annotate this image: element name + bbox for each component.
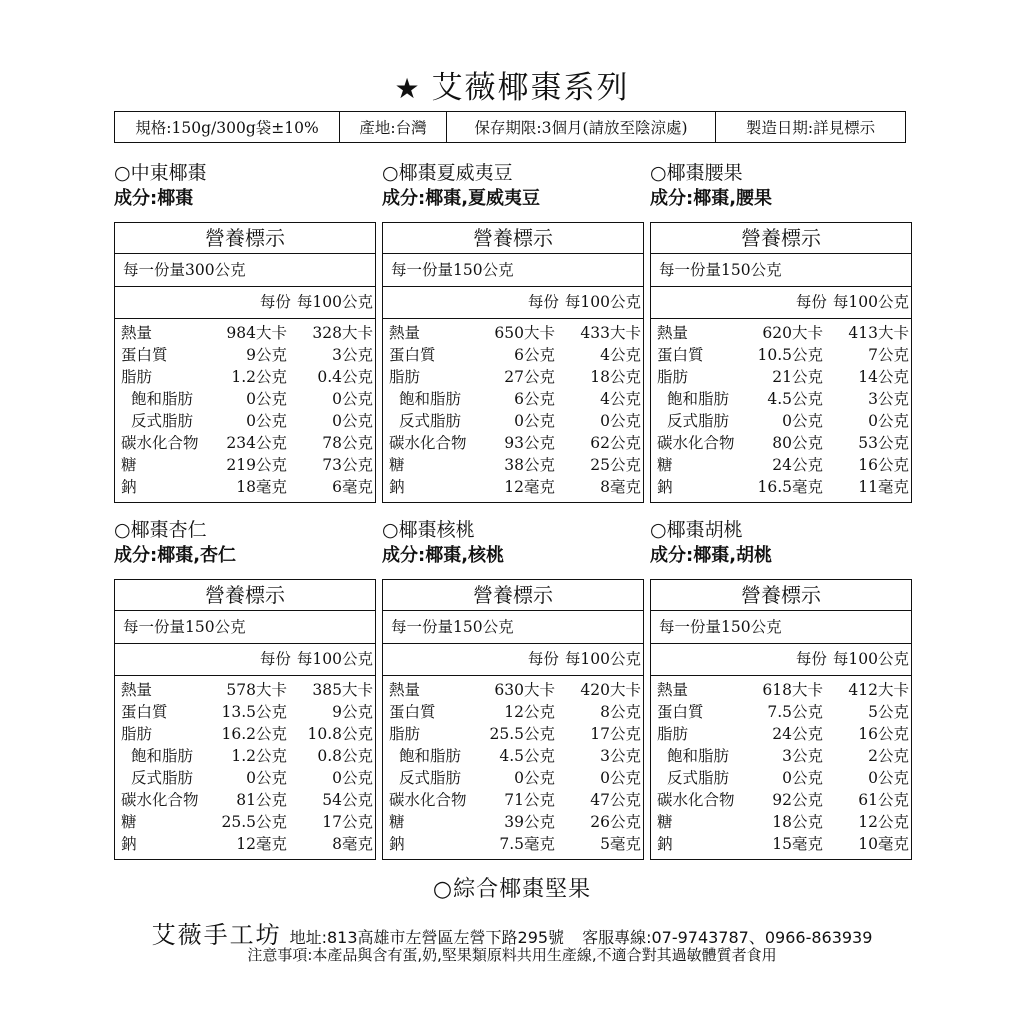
per-serving-value: 0公克 [246, 412, 287, 430]
product-name: ○椰棗核桃 [382, 519, 475, 541]
per-serving-value: 12毫克 [504, 478, 555, 496]
nutrient-label: 蛋白質 [389, 703, 436, 721]
product-block [382, 517, 644, 860]
nutrient-row [389, 723, 641, 745]
per-100g-value: 17公克 [590, 725, 641, 743]
per-100g-value: 3公克 [600, 747, 641, 765]
nutrient-row [389, 767, 641, 789]
per-100g-value: 53公克 [858, 434, 909, 452]
per-100g-value: 0.8公克 [317, 747, 373, 765]
per-serving-value: 578大卡 [226, 681, 287, 699]
nutrient-label: 飽和脂肪 [131, 747, 194, 765]
per-serving-value: 0公克 [514, 769, 555, 787]
per-serving-value: 24公克 [772, 456, 823, 474]
nutrient-label: 碳水化合物 [121, 791, 199, 809]
nutrient-label: 脂肪 [657, 368, 689, 386]
per-serving-value: 16.2公克 [221, 725, 287, 743]
nutrient-row [657, 454, 909, 476]
header-per-serving: 每份 [527, 293, 559, 311]
nutrient-row [657, 811, 909, 833]
nutrient-label: 反式脂肪 [131, 769, 194, 787]
per-100g-value: 9公克 [332, 703, 373, 721]
product-block [114, 160, 376, 503]
nutrient-row [657, 833, 909, 855]
nutrition-body [383, 319, 643, 502]
nutrition-body [651, 319, 911, 502]
column-headers [115, 644, 375, 676]
per-serving-value: 12公克 [504, 703, 555, 721]
per-serving-value: 71公克 [504, 791, 555, 809]
per-100g-value: 0公克 [332, 769, 373, 787]
nutrition-table [382, 222, 644, 503]
per-100g-value: 8毫克 [332, 835, 373, 853]
nutrient-row [657, 432, 909, 454]
per-100g-value: 12公克 [858, 813, 909, 831]
nutrient-label: 鈉 [389, 478, 405, 496]
per-serving-value: 1.2公克 [231, 747, 287, 765]
per-100g-value: 14公克 [858, 368, 909, 386]
header-per-100g: 每100公克 [296, 650, 373, 668]
nutrient-row [389, 679, 641, 701]
per-100g-value: 16公克 [858, 725, 909, 743]
per-serving-value: 219公克 [226, 456, 287, 474]
serving-size: 每一份量150公克 [383, 611, 643, 644]
per-serving-value: 13.5公克 [221, 703, 287, 721]
serving-size: 每一份量150公克 [651, 254, 911, 287]
per-100g-value: 25公克 [590, 456, 641, 474]
per-100g-value: 3公克 [868, 390, 909, 408]
per-serving-value: 7.5公克 [767, 703, 823, 721]
per-100g-value: 61公克 [858, 791, 909, 809]
product-ingredients: 成分:椰棗,杏仁 [114, 545, 237, 566]
per-100g-value: 433大卡 [580, 324, 641, 342]
per-serving-value: 0公克 [246, 769, 287, 787]
serving-size: 每一份量300公克 [115, 254, 375, 287]
nutrient-label: 糖 [121, 456, 137, 474]
nutrition-title: 營養標示 [383, 580, 643, 611]
nutrient-label: 蛋白質 [657, 346, 704, 364]
nutrient-row [657, 789, 909, 811]
nutrient-row [121, 679, 373, 701]
product-name: ○椰棗杏仁 [114, 519, 207, 541]
nutrient-label: 糖 [657, 456, 673, 474]
nutrient-label: 糖 [389, 813, 405, 831]
nutrient-label: 飽和脂肪 [667, 390, 730, 408]
per-serving-value: 93公克 [504, 434, 555, 452]
per-100g-value: 2公克 [868, 747, 909, 765]
per-serving-value: 16.5毫克 [757, 478, 823, 496]
per-100g-value: 0公克 [868, 769, 909, 787]
header-per-serving: 每份 [259, 650, 291, 668]
nutrient-label: 熱量 [121, 681, 153, 699]
nutrition-title: 營養標示 [651, 223, 911, 254]
nutrient-row [121, 701, 373, 723]
per-100g-value: 0公克 [600, 412, 641, 430]
nutrient-label: 碳水化合物 [389, 791, 467, 809]
nutrient-row [121, 388, 373, 410]
nutrient-label: 鈉 [389, 835, 405, 853]
per-serving-value: 15毫克 [772, 835, 823, 853]
header-per-serving: 每份 [527, 650, 559, 668]
nutrient-row [657, 767, 909, 789]
nutrient-label: 脂肪 [121, 368, 153, 386]
per-serving-value: 0公克 [782, 769, 823, 787]
product-ingredients: 成分:椰棗,胡桃 [650, 545, 773, 566]
per-serving-value: 0公克 [514, 412, 555, 430]
product-block [114, 517, 376, 860]
per-serving-value: 7.5毫克 [499, 835, 555, 853]
column-headers [651, 644, 911, 676]
nutrient-row [657, 410, 909, 432]
header-per-100g: 每100公克 [564, 293, 641, 311]
column-headers [651, 287, 911, 319]
nutrient-row [657, 476, 909, 498]
nutrient-label: 反式脂肪 [399, 412, 462, 430]
product-ingredients: 成分:椰棗,腰果 [650, 188, 773, 209]
nutrition-body [115, 676, 375, 859]
per-serving-value: 630大卡 [494, 681, 555, 699]
star-icon: ★ [394, 72, 422, 105]
per-serving-value: 80公克 [772, 434, 823, 452]
nutrient-row [121, 833, 373, 855]
per-100g-value: 4公克 [600, 390, 641, 408]
mixed-product-title: ○綜合椰棗堅果 [432, 877, 592, 902]
per-100g-value: 54公克 [322, 791, 373, 809]
spec-origin: 產地:台灣 [340, 112, 447, 142]
nutrition-title: 營養標示 [383, 223, 643, 254]
per-100g-value: 4公克 [600, 346, 641, 364]
header-per-serving: 每份 [795, 293, 827, 311]
spec-shelf-life: 保存期限:3個月(請放至陰涼處) [447, 112, 716, 142]
nutrient-row [389, 789, 641, 811]
product-ingredients: 成分:椰棗,夏威夷豆 [382, 188, 541, 209]
nutrient-row [389, 366, 641, 388]
nutrient-row [657, 388, 909, 410]
spec-bar [114, 111, 906, 143]
nutrient-label: 蛋白質 [657, 703, 704, 721]
per-serving-value: 3公克 [782, 747, 823, 765]
header-per-serving: 每份 [259, 293, 291, 311]
nutrition-body [651, 676, 911, 859]
nutrient-label: 碳水化合物 [657, 791, 735, 809]
serving-size: 每一份量150公克 [651, 611, 911, 644]
header-per-100g: 每100公克 [564, 650, 641, 668]
per-serving-value: 39公克 [504, 813, 555, 831]
nutrient-label: 飽和脂肪 [399, 390, 462, 408]
serving-size: 每一份量150公克 [383, 254, 643, 287]
header-per-100g: 每100公克 [832, 650, 909, 668]
nutrient-label: 熱量 [657, 324, 689, 342]
page-title [0, 62, 1024, 107]
per-100g-value: 62公克 [590, 434, 641, 452]
per-serving-value: 1.2公克 [231, 368, 287, 386]
nutrient-row [121, 789, 373, 811]
per-serving-value: 81公克 [236, 791, 287, 809]
nutrient-row [389, 745, 641, 767]
nutrient-label: 熱量 [657, 681, 689, 699]
nutrient-label: 飽和脂肪 [667, 747, 730, 765]
per-serving-value: 0公克 [782, 412, 823, 430]
nutrition-table [114, 222, 376, 503]
nutrient-row [121, 811, 373, 833]
nutrient-label: 脂肪 [389, 725, 421, 743]
per-100g-value: 78公克 [322, 434, 373, 452]
column-headers [115, 287, 375, 319]
product-block [650, 517, 912, 860]
per-serving-value: 27公克 [504, 368, 555, 386]
per-serving-value: 10.5公克 [757, 346, 823, 364]
product-ingredients: 成分:椰棗,核桃 [382, 545, 505, 566]
per-serving-value: 38公克 [504, 456, 555, 474]
per-100g-value: 11毫克 [858, 478, 909, 496]
nutrient-row [389, 344, 641, 366]
nutrient-label: 反式脂肪 [667, 769, 730, 787]
per-100g-value: 16公克 [858, 456, 909, 474]
product-name: ○椰棗夏威夷豆 [382, 162, 513, 184]
nutrition-table [650, 579, 912, 860]
nutrition-title: 營養標示 [115, 223, 375, 254]
nutrition-body [383, 676, 643, 859]
nutrient-label: 熱量 [121, 324, 153, 342]
product-name: ○椰棗胡桃 [650, 519, 743, 541]
nutrient-row [121, 476, 373, 498]
per-serving-value: 6公克 [514, 390, 555, 408]
per-serving-value: 984大卡 [226, 324, 287, 342]
nutrient-label: 碳水化合物 [657, 434, 735, 452]
per-serving-value: 618大卡 [762, 681, 823, 699]
per-100g-value: 0公克 [332, 390, 373, 408]
product-name: ○中東椰棗 [114, 162, 207, 184]
per-100g-value: 6毫克 [332, 478, 373, 496]
nutrient-label: 鈉 [121, 835, 137, 853]
per-100g-value: 73公克 [322, 456, 373, 474]
per-serving-value: 4.5公克 [767, 390, 823, 408]
header-per-100g: 每100公克 [832, 293, 909, 311]
series-title: 艾薇椰棗系列 [431, 70, 630, 106]
nutrient-label: 脂肪 [121, 725, 153, 743]
per-serving-value: 21公克 [772, 368, 823, 386]
per-100g-value: 385大卡 [312, 681, 373, 699]
nutrition-title: 營養標示 [115, 580, 375, 611]
header-per-serving: 每份 [795, 650, 827, 668]
per-serving-value: 18公克 [772, 813, 823, 831]
address: 地址:813高雄市左營區左營下路295號 [289, 928, 565, 947]
nutrient-row [121, 432, 373, 454]
nutrient-row [657, 322, 909, 344]
nutrient-row [389, 476, 641, 498]
nutrient-row [389, 388, 641, 410]
nutrient-row [657, 723, 909, 745]
per-serving-value: 18毫克 [236, 478, 287, 496]
per-serving-value: 24公克 [772, 725, 823, 743]
nutrient-row [121, 410, 373, 432]
nutrition-table [382, 579, 644, 860]
per-serving-value: 25.5公克 [489, 725, 555, 743]
per-100g-value: 8公克 [600, 703, 641, 721]
per-serving-value: 620大卡 [762, 324, 823, 342]
nutrient-row [121, 366, 373, 388]
nutrient-label: 糖 [121, 813, 137, 831]
per-serving-value: 650大卡 [494, 324, 555, 342]
nutrient-label: 飽和脂肪 [399, 747, 462, 765]
per-serving-value: 12毫克 [236, 835, 287, 853]
nutrient-row [121, 723, 373, 745]
nutrient-row [657, 366, 909, 388]
nutrition-title: 營養標示 [651, 580, 911, 611]
per-serving-value: 0公克 [246, 390, 287, 408]
per-serving-value: 25.5公克 [221, 813, 287, 831]
nutrient-row [657, 701, 909, 723]
product-ingredients: 成分:椰棗 [114, 188, 194, 209]
per-100g-value: 10.8公克 [307, 725, 373, 743]
nutrient-label: 脂肪 [657, 725, 689, 743]
nutrient-label: 反式脂肪 [131, 412, 194, 430]
nutrient-row [389, 833, 641, 855]
per-100g-value: 17公克 [322, 813, 373, 831]
per-100g-value: 3公克 [332, 346, 373, 364]
per-100g-value: 413大卡 [848, 324, 909, 342]
per-100g-value: 18公克 [590, 368, 641, 386]
service-line: 客服專線:07-9743787、0966-863939 [582, 928, 873, 947]
nutrient-row [657, 745, 909, 767]
nutrient-row [389, 432, 641, 454]
per-serving-value: 9公克 [246, 346, 287, 364]
per-100g-value: 420大卡 [580, 681, 641, 699]
nutrient-label: 碳水化合物 [389, 434, 467, 452]
nutrient-label: 脂肪 [389, 368, 421, 386]
per-serving-value: 4.5公克 [499, 747, 555, 765]
nutrient-row [657, 344, 909, 366]
per-100g-value: 5公克 [868, 703, 909, 721]
nutrient-label: 反式脂肪 [667, 412, 730, 430]
nutrient-label: 糖 [389, 456, 405, 474]
per-100g-value: 0公克 [600, 769, 641, 787]
per-100g-value: 328大卡 [312, 324, 373, 342]
nutrient-label: 飽和脂肪 [131, 390, 194, 408]
nutrition-table [114, 579, 376, 860]
nutrient-row [121, 454, 373, 476]
per-serving-value: 234公克 [226, 434, 287, 452]
nutrient-label: 熱量 [389, 324, 421, 342]
nutrient-row [121, 322, 373, 344]
nutrient-label: 糖 [657, 813, 673, 831]
per-100g-value: 10毫克 [858, 835, 909, 853]
nutrient-row [389, 410, 641, 432]
per-100g-value: 0公克 [332, 412, 373, 430]
serving-size: 每一份量150公克 [115, 611, 375, 644]
per-serving-value: 6公克 [514, 346, 555, 364]
per-100g-value: 8毫克 [600, 478, 641, 496]
nutrient-label: 鈉 [121, 478, 137, 496]
nutrient-label: 反式脂肪 [399, 769, 462, 787]
nutrient-row [389, 811, 641, 833]
nutrient-row [657, 679, 909, 701]
per-100g-value: 7公克 [868, 346, 909, 364]
nutrient-label: 蛋白質 [121, 703, 168, 721]
column-headers [383, 644, 643, 676]
per-100g-value: 412大卡 [848, 681, 909, 699]
nutrient-row [121, 745, 373, 767]
nutrient-label: 鈉 [657, 478, 673, 496]
header-per-100g: 每100公克 [296, 293, 373, 311]
per-serving-value: 92公克 [772, 791, 823, 809]
product-block [650, 160, 912, 503]
nutrition-body [115, 319, 375, 502]
per-100g-value: 0公克 [868, 412, 909, 430]
nutrient-row [389, 454, 641, 476]
nutrient-row [121, 767, 373, 789]
per-100g-value: 0.4公克 [317, 368, 373, 386]
nutrition-table [650, 222, 912, 503]
column-headers [383, 287, 643, 319]
nutrient-label: 碳水化合物 [121, 434, 199, 452]
per-100g-value: 5毫克 [600, 835, 641, 853]
spec-size: 規格:150g/300g袋±10% [115, 112, 340, 142]
nutrient-label: 蛋白質 [389, 346, 436, 364]
allergen-notice: 注意事項:本產品與含有蛋,奶,堅果類原料共用生產線,不適合對其過敏體質者食用 [247, 946, 777, 964]
nutrient-label: 蛋白質 [121, 346, 168, 364]
nutrient-row [389, 322, 641, 344]
nutrient-label: 鈉 [657, 835, 673, 853]
brand-name: 艾薇手工坊 [151, 921, 282, 949]
product-block [382, 160, 644, 503]
nutrient-row [121, 344, 373, 366]
spec-manufacture-date: 製造日期:詳見標示 [745, 119, 876, 137]
per-100g-value: 26公克 [590, 813, 641, 831]
per-100g-value: 47公克 [590, 791, 641, 809]
nutrient-label: 熱量 [389, 681, 421, 699]
nutrient-row [389, 701, 641, 723]
product-name: ○椰棗腰果 [650, 162, 743, 184]
